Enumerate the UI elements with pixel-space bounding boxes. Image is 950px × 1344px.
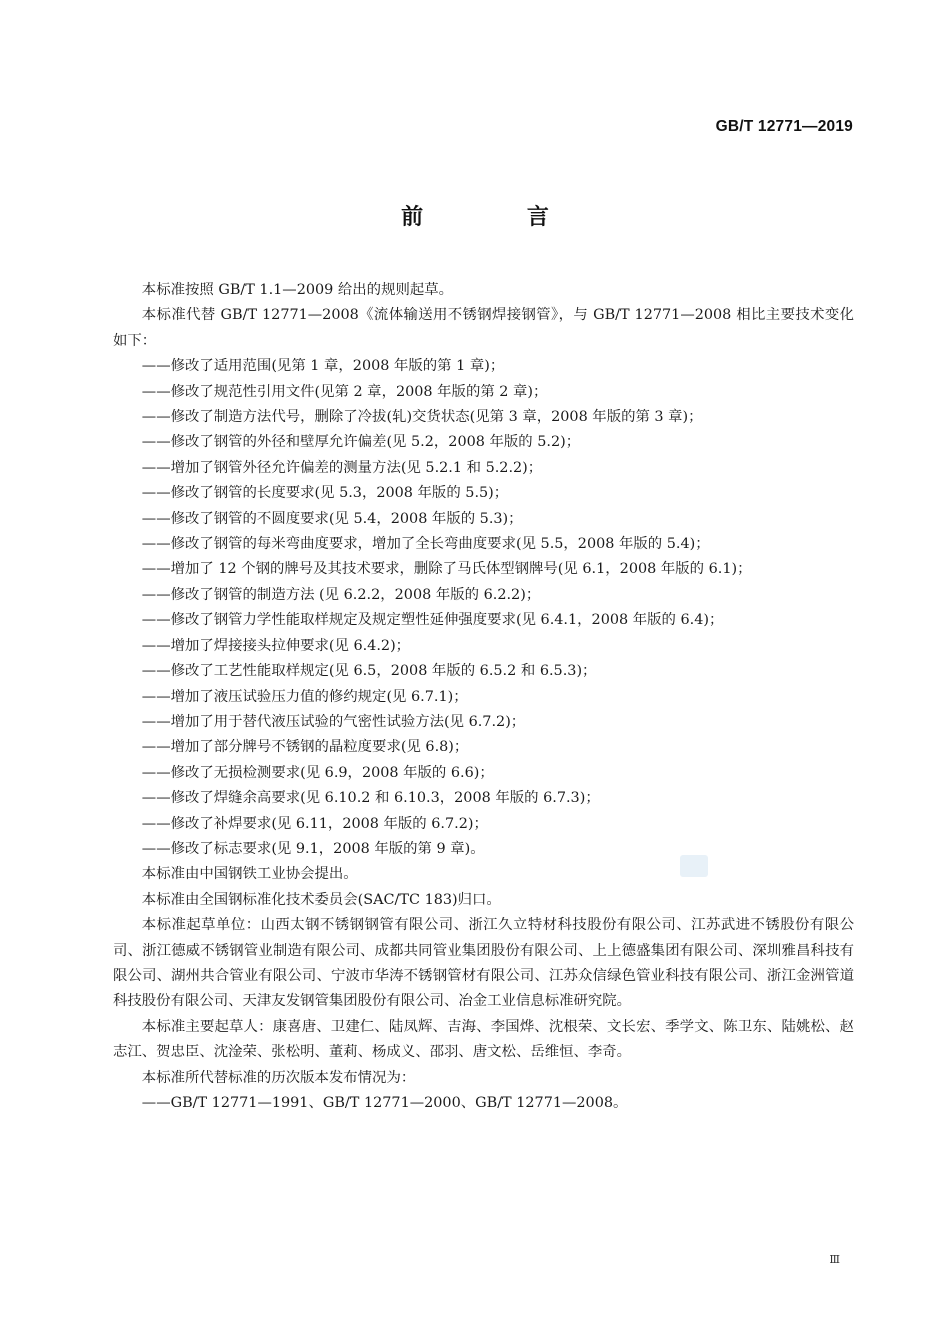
change-item: ——增加了部分牌号不锈钢的晶粒度要求(见 6.8)；: [141, 739, 469, 756]
paragraph-drafting-units: 本标准起草单位：山西太钢不锈钢钢管有限公司、浙江久立特材科技股份有限公司、江苏武进不锈股份有限公司、浙江德威不锈钢管业制造有限公司、成都共同管业集团股份有限公司、上上德盛集团有限公司、深圳雅昌科技有限公司、湖州共合管业有限公司、宁波市华涛不锈钢管材有限公司、江苏众信绿色管业科技有限公司、浙江金洲管道科技股份有限公司、天津友发钢管集团股份有限公司、冶金工业信息标准研究院。: [113, 917, 854, 1010]
change-item: ——修改了适用范围(见第 1 章，2008 年版的第 1 章)；: [141, 358, 505, 375]
change-item: ——修改了标志要求(见 9.1，2008 年版的第 9 章)。: [141, 840, 485, 857]
page-title: 前 言: [401, 205, 597, 230]
paragraph-replacement: 本标准代替 GB/T 12771—2008《流体输送用不锈钢焊接钢管》，与 GB/T 12771—2008 相比主要技术变化如下：: [113, 307, 854, 349]
change-item: ——修改了工艺性能取样规定(见 6.5，2008 年版的 6.5.2 和 6.5.3)；: [141, 663, 597, 680]
paragraph-history-intro: 本标准所代替标准的历次版本发布情况为：: [141, 1069, 416, 1086]
change-item: ——修改了制造方法代号，删除了冷拔(轧)交货状态(见第 3 章，2008 年版的第 3 章)；: [141, 409, 703, 426]
change-item: ——修改了钢管力学性能取样规定及规定塑性延伸强度要求(见 6.4.1，2008 年版的 6.4)；: [141, 612, 724, 629]
paragraph-drafters: 本标准主要起草人：康喜唐、卫建仁、陆凤辉、吉海、李国烨、沈根荣、文长宏、季学文、陈卫东、陆姚松、赵志江、贺忠臣、沈淦荣、张松明、董莉、杨成义、邵羽、唐文松、岳维恒、李奇。: [113, 1018, 854, 1061]
change-item: ——增加了钢管外径允许偏差的测量方法(见 5.2.1 和 5.2.2)；: [141, 459, 543, 476]
paragraph-proposed-by: 本标准由中国钢铁工业协会提出。: [141, 866, 358, 883]
change-item: ——增加了 12 个钢的牌号及其技术要求，删除了马氏体型钢牌号(见 6.1，2008 年版的 6.1)；: [141, 561, 752, 578]
change-item: ——修改了规范性引用文件(见第 2 章，2008 年版的第 2 章)；: [141, 383, 548, 400]
history-list: ——GB/T 12771—1991、GB/T 12771—2000、GB/T 12771—2008。: [141, 1095, 628, 1111]
change-item: ——修改了焊缝余高要求(见 6.10.2 和 6.10.3，2008 年版的 6.7.3)；: [141, 790, 600, 807]
change-item: ——修改了钢管的每米弯曲度要求，增加了全长弯曲度要求(见 5.5，2008 年版的 5.4)；: [141, 536, 710, 553]
foreword-body: [113, 278, 854, 1116]
change-item: ——修改了钢管的制造方法 (见 6.2.2，2008 年版的 6.2.2)；: [141, 586, 541, 603]
change-item: ——修改了钢管的外径和壁厚允许偏差(见 5.2，2008 年版的 5.2)；: [141, 434, 581, 451]
change-item: ——修改了补焊要求(见 6.11，2008 年版的 6.7.2)；: [141, 815, 488, 832]
change-item: ——增加了焊接接头拉伸要求(见 6.4.2)；: [141, 637, 411, 654]
change-item: ——增加了液压试验压力值的修约规定(见 6.7.1)；: [141, 688, 468, 705]
standard-code: GB/T 12771—2019: [715, 118, 853, 135]
change-item: ——修改了钢管的不圆度要求(见 5.4，2008 年版的 5.3)；: [141, 510, 523, 527]
paragraph-technical-committee: 本标准由全国钢标准化技术委员会(SAC/TC 183)归口。: [141, 891, 501, 908]
paragraph-drafting-rules: 本标准按照 GB/T 1.1—2009 给出的规则起草。: [141, 282, 454, 298]
change-item: ——增加了用于替代液压试验的气密性试验方法(见 6.7.2)；: [141, 713, 526, 730]
faint-stamp-mark: [680, 855, 708, 877]
page-number: Ⅲ: [829, 1253, 840, 1266]
change-item: ——修改了钢管的长度要求(见 5.3，2008 年版的 5.5)；: [141, 485, 509, 502]
change-item: ——修改了无损检测要求(见 6.9，2008 年版的 6.6)；: [141, 764, 494, 781]
